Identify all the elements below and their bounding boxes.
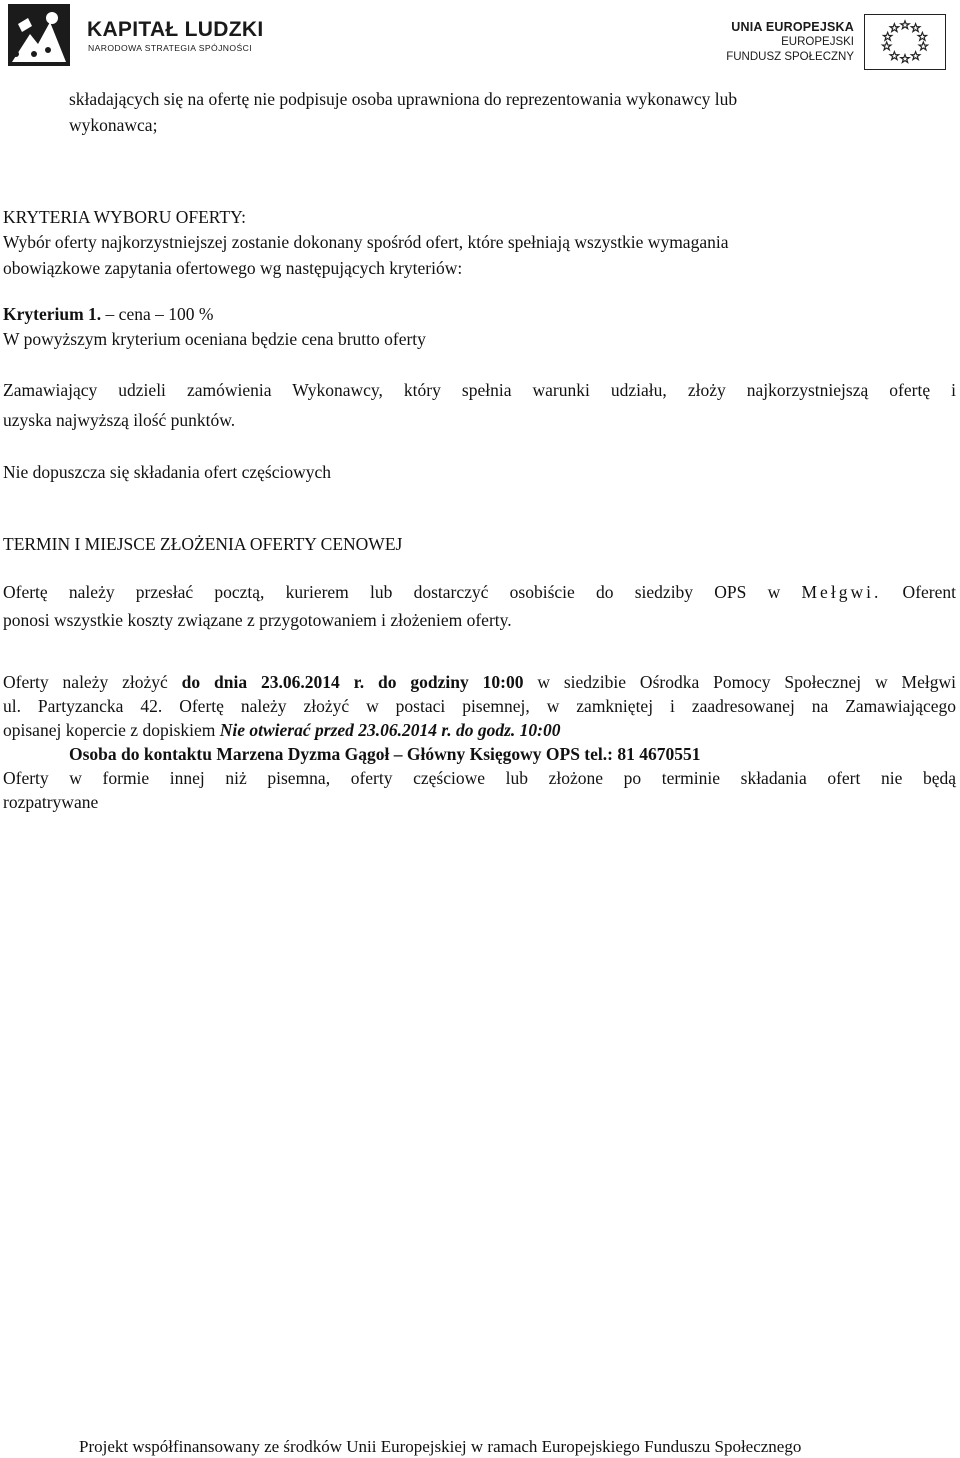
paragraph-line: rozpatrywane (3, 792, 99, 812)
paragraph-line: Zamawiający udzieli zamówienia Wykonawcy, który spełnia warunki udziału, złoży najkorzystniejszą ofertę i (3, 380, 956, 400)
paragraph-line: ponosi wszystkie koszty związane z przygotowaniem i złożeniem oferty. (3, 610, 512, 630)
eu-logo-line1: UNIA EUROPEJSKA (731, 20, 854, 34)
paragraph-line: ul. Partyzancka 42. Ofertę należy złożyć w postaci pisemnej, w zamkniętej i zaadresowanej na Zamawiającego (3, 696, 956, 716)
text-run: w siedzibie Ośrodka Pomocy Społecznej w Mełgwi (523, 672, 956, 692)
paragraph-line (3, 581, 956, 603)
paragraph-line: uzyska najwyższą ilość punktów. (3, 410, 236, 430)
criterion-line (3, 303, 213, 325)
kapital-ludzki-subtitle: NARODOWA STRATEGIA SPÓJNOŚCI (88, 43, 252, 53)
paragraph-line (3, 671, 956, 693)
section-heading-deadline: TERMIN I MIEJSCE ZŁOŻENIA OFERTY CENOWEJ (3, 534, 403, 554)
page-header (0, 0, 960, 80)
page-footer: Projekt współfinansowany ze środków Unii Europejskiej w ramach Europejskiego Funduszu Społecznego (79, 1437, 802, 1456)
text-run: Ofertę należy przesłać pocztą, kurierem lub dostarczyć osobiście do siedziby OPS w (3, 582, 802, 602)
envelope-note: Nie otwierać przed 23.06.2014 r. do godz. 10:00 (219, 720, 561, 740)
paragraph-line: składających się na ofertę nie podpisuje osoba uprawniona do reprezentowania wykonawcy lub (69, 89, 738, 109)
deadline-date: do dnia 23.06.2014 r. do godziny 10:00 (181, 672, 524, 692)
paragraph-line (3, 719, 561, 741)
kapital-ludzki-emblem-icon (8, 4, 70, 66)
criterion-label: Kryterium 1. (3, 304, 102, 324)
paragraph-line: obowiązkowe zapytania ofertowego wg następujących kryteriów: (3, 258, 463, 278)
paragraph-line: Oferty w formie innej niż pisemna, oferty częściowe lub złożone po terminie składania ofert nie będą (3, 768, 956, 788)
kapital-ludzki-logo (8, 4, 264, 68)
contact-person: Osoba do kontaktu Marzena Dyzma Gągoł – Główny Księgowy OPS tel.: 81 4670551 (69, 744, 701, 764)
eu-flag-icon (864, 14, 946, 70)
place-name: Mełgwi. (801, 582, 882, 602)
paragraph-line: W powyższym kryterium oceniana będzie cena brutto oferty (3, 329, 426, 349)
text-run: opisanej kopercie z dopiskiem (3, 720, 220, 740)
text-run: Oferty należy złożyć (3, 672, 182, 692)
paragraph-line: wykonawca; (69, 115, 158, 135)
criterion-value: – cena – 100 % (101, 304, 214, 324)
eu-logo-line3: FUNDUSZ SPOŁECZNY (726, 51, 854, 63)
eu-logo-text (726, 20, 854, 65)
section-heading-criteria: KRYTERIA WYBORU OFERTY: (3, 207, 247, 227)
eu-logo (726, 14, 946, 74)
paragraph-line: Nie dopuszcza się składania ofert częściowych (3, 462, 331, 482)
kapital-ludzki-title: KAPITAŁ LUDZKI (87, 18, 264, 41)
text-run: Oferent (881, 582, 956, 602)
eu-logo-line2: EUROPEJSKI (781, 36, 854, 48)
paragraph-line: Wybór oferty najkorzystniejszej zostanie dokonany spośród ofert, które spełniają wszystkie wymagania (3, 232, 729, 252)
